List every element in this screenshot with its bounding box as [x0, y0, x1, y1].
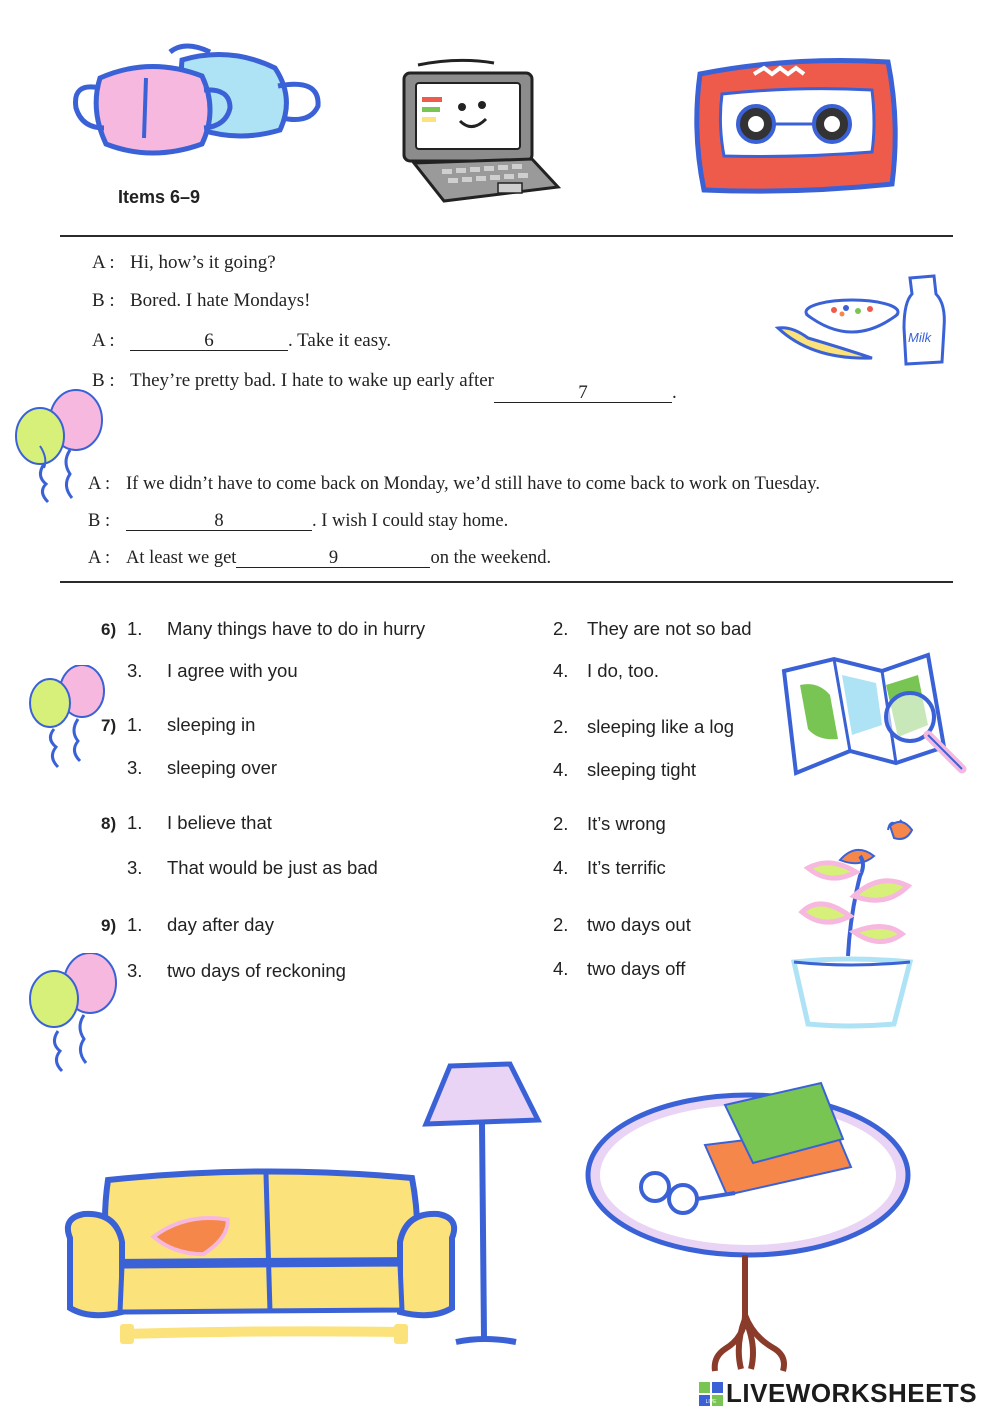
cassette-tape-illustration	[692, 52, 902, 197]
dialogue-line-1	[92, 252, 276, 274]
line-end: on the weekend.	[430, 548, 552, 568]
q9-option-2[interactable]: 2. two days out	[553, 914, 691, 935]
liveworksheets-logo	[698, 1378, 977, 1408]
dialogue-line-6	[88, 511, 508, 532]
liveworksheets-mark-icon	[698, 1381, 724, 1407]
question-8-number: 8)	[101, 814, 117, 833]
q8-option-4[interactable]: 4. It’s terrific	[553, 857, 666, 878]
line-text: They’re pretty bad. I hate to wake up early after	[130, 370, 494, 391]
brand-name: LIVEWORKSHEETS	[726, 1378, 978, 1408]
line-text: At least we get	[126, 548, 237, 568]
sofa-illustration	[60, 1160, 465, 1350]
balloons-icon	[26, 953, 120, 1079]
line-end: .	[672, 382, 677, 403]
q7-option-1[interactable]: 1. sleeping in	[127, 714, 256, 735]
q7-option-2[interactable]: 2. sleeping like a log	[553, 716, 735, 737]
question-7-number: 7)	[101, 716, 117, 735]
q8-option-1[interactable]: 1. I believe that	[127, 812, 272, 833]
blank-7[interactable]: 7	[494, 384, 672, 403]
dialogue-line-3	[92, 330, 391, 352]
speaker-label: A :	[92, 252, 115, 273]
dialogue-line-7	[88, 548, 551, 569]
line-text: . I wish I could stay home.	[312, 511, 509, 531]
q7-option-3[interactable]: 3. sleeping over	[127, 757, 278, 778]
milk-label: Milk	[908, 330, 932, 345]
speaker-label: B :	[92, 290, 115, 311]
question-6-number: 6)	[101, 620, 117, 639]
page-title: Items 6–9	[118, 187, 201, 207]
laptop-illustration	[398, 55, 563, 205]
line-text: Hi, how’s it going?	[130, 252, 276, 273]
top-divider	[60, 235, 953, 237]
q6-option-2[interactable]: 2. They are not so bad	[553, 618, 752, 639]
q6-option-1[interactable]: 1. Many things have to do in hurry	[127, 618, 426, 639]
bottom-divider	[60, 581, 953, 583]
q8-option-2[interactable]: 2. It’s wrong	[553, 813, 666, 834]
speaker-label: A :	[88, 474, 111, 494]
q6-option-4[interactable]: 4. I do, too.	[553, 660, 659, 681]
speaker-label: A :	[92, 330, 115, 351]
potted-plant-illustration	[790, 816, 925, 1031]
blank-8[interactable]: 8	[126, 512, 312, 531]
line-text: Bored. I hate Mondays!	[130, 290, 311, 311]
q8-option-3[interactable]: 3. That would be just as bad	[127, 857, 378, 878]
face-masks-illustration	[70, 38, 325, 168]
blank-9[interactable]: 9	[236, 549, 430, 568]
logo-mark-text: LIVE	[705, 1398, 717, 1405]
dialogue-line-4	[92, 370, 677, 403]
speaker-label: B :	[92, 370, 115, 391]
q9-option-4[interactable]: 4. two days off	[553, 958, 686, 979]
balloons-icon	[26, 665, 108, 775]
q9-option-1[interactable]: 1. day after day	[127, 914, 274, 935]
map-magnifier-illustration	[778, 645, 970, 780]
breakfast-illustration	[772, 268, 950, 373]
dialogue-line-5	[88, 474, 820, 495]
speaker-label: B :	[88, 511, 111, 531]
q6-option-3[interactable]: 3. I agree with you	[127, 660, 298, 681]
speaker-label: A :	[88, 548, 111, 568]
floor-lamp-illustration	[420, 1058, 545, 1350]
blank-6[interactable]: 6	[130, 332, 288, 351]
q9-option-3[interactable]: 3. two days of reckoning	[127, 960, 346, 981]
question-9-number: 9)	[101, 916, 117, 935]
side-table-illustration	[585, 1075, 915, 1375]
balloons-icon	[10, 388, 106, 516]
dialogue-line-2	[92, 290, 310, 312]
q7-option-4[interactable]: 4. sleeping tight	[553, 759, 697, 780]
line-text: If we didn’t have to come back on Monday, we’d still have to come back to work on Tuesday.	[126, 474, 820, 494]
line-text: . Take it easy.	[288, 330, 392, 351]
